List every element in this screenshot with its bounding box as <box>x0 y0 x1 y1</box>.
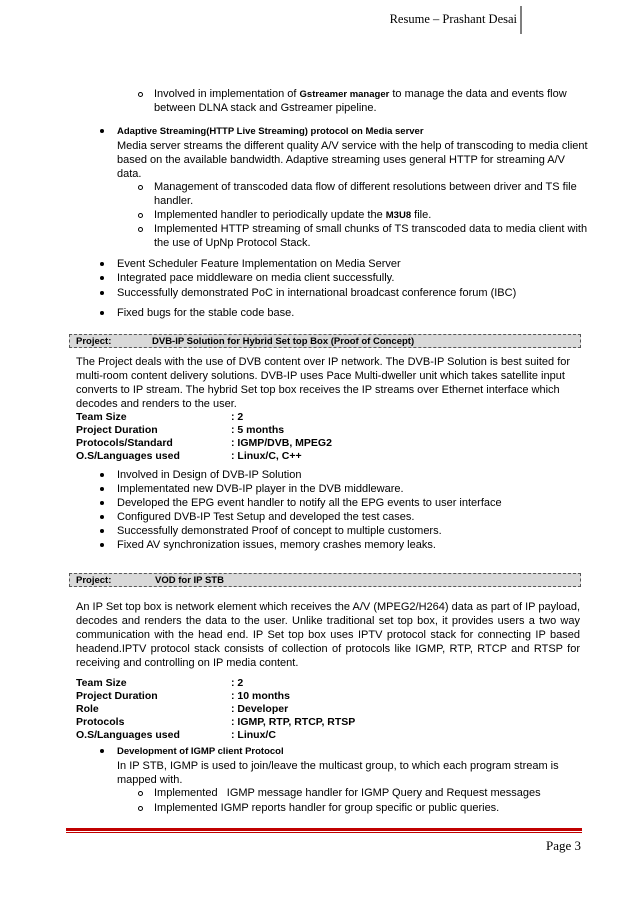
project1-protocols-value: : IGMP/DVB, MPEG2 <box>231 437 332 449</box>
subitem-gstreamer-line2: between DLNA stack and Gstreamer pipeline. <box>154 102 377 114</box>
project2-duration-label: Project Duration <box>76 690 158 702</box>
project1-protocols-label: Protocols/Standard <box>76 437 173 449</box>
sub-bullet-icon <box>138 213 143 218</box>
project2-os-value: : Linux/C <box>231 729 276 741</box>
sub-bullet-icon <box>138 92 143 97</box>
project2-team-size-label: Team Size <box>76 677 127 689</box>
project2-desc-4: headend.IPTV protocol stack consists of collection of protocols like IGMP, RTP, RTCP and RTSP for <box>76 643 580 655</box>
project2-duration-value: : 10 months <box>231 690 290 702</box>
project1-bullet-5: Successfully demonstrated Proof of concept to multiple customers. <box>117 525 442 537</box>
project1-team-size-label: Team Size <box>76 411 127 423</box>
project2-protocols-value: : IGMP, RTP, RTCP, RTSP <box>231 716 356 728</box>
page-number: Page 3 <box>545 838 581 853</box>
adaptive-sub-3-line2: the use of UpNp Protocol Stack. <box>154 237 311 249</box>
project1-desc-2: multi-room content delivery solutions. DVB-IP uses Pace Multi-dweller unit which takes satellite input <box>76 370 565 382</box>
project2-desc-1: An IP Set top box is network element which receives the A/V (MPEG2/H264) data as part of IP payload, <box>76 601 580 613</box>
igmp-sub-2: Implemented IGMP reports handler for group specific or public queries. <box>154 802 500 814</box>
project1-bullet-2: Implementated new DVB-IP player in the DVB middleware. <box>117 483 404 495</box>
project1-team-size-value: : 2 <box>231 411 244 423</box>
bullet-icon <box>100 501 104 505</box>
adaptive-desc-3: data. <box>117 168 142 180</box>
sub-bullet-icon <box>138 185 143 190</box>
project2-desc-5: receiving and controlling on IP media content. <box>76 657 299 669</box>
misc-bullet-2: Integrated pace middleware on media client successfully. <box>117 272 395 284</box>
adaptive-sub-1-line2: handler. <box>154 195 194 207</box>
bullet-icon <box>100 311 104 315</box>
igmp-sub-1: Implemented IGMP message handler for IGMP Query and Request messages <box>154 787 541 799</box>
project2-protocols-label: Protocols <box>76 716 125 728</box>
bullet-icon <box>100 473 104 477</box>
project1-label: Project: <box>76 336 112 347</box>
project2-banner <box>69 573 581 587</box>
project1-bullet-1: Involved in Design of DVB-IP Solution <box>117 469 302 481</box>
bullet-icon <box>100 262 104 266</box>
bullet-icon <box>100 129 104 133</box>
project2-os-label: O.S/Languages used <box>76 729 180 741</box>
igmp-desc-1: In IP STB, IGMP is used to join/leave the multicast group, to which each program stream is <box>117 760 559 772</box>
bullet-icon <box>100 749 104 753</box>
footer-rule <box>66 828 582 831</box>
igmp-heading: Development of IGMP client Protocol <box>117 746 284 757</box>
project2-desc-2: decodes and renders the data to the user. Unlike traditional set top box, it provides users a two way <box>76 615 580 627</box>
misc-bullet-4: Fixed bugs for the stable code base. <box>117 307 295 319</box>
adaptive-heading: Adaptive Streaming(HTTP Live Streaming) protocol on Media server <box>117 126 424 137</box>
project1-duration-label: Project Duration <box>76 424 158 436</box>
misc-bullet-3: Successfully demonstrated PoC in international broadcast conference forum (IBC) <box>117 287 517 299</box>
project1-bullet-3: Developed the EPG event handler to notify all the EPG events to user interface <box>117 497 502 509</box>
project1-bullet-4: Configured DVB-IP Test Setup and developed the test cases. <box>117 511 415 523</box>
project1-os-label: O.S/Languages used <box>76 450 180 462</box>
project1-duration-value: : 5 months <box>231 424 285 436</box>
bullet-icon <box>100 276 104 280</box>
adaptive-sub-2: Implemented handler to periodically update the M3U8 file. <box>154 209 432 221</box>
adaptive-desc-2: based on the available bandwidth. Adaptive streaming uses general HTTP for streaming A/V <box>117 154 566 166</box>
bullet-icon <box>100 291 104 295</box>
adaptive-sub-1: Management of transcoded data flow of different resolutions between driver and TS file <box>154 181 577 193</box>
header-title: Resume – Prashant Desai <box>389 12 517 26</box>
project2-role-value: : Developer <box>231 703 289 715</box>
bullet-icon <box>100 487 104 491</box>
header-divider <box>520 6 522 34</box>
misc-bullet-1: Event Scheduler Feature Implementation on Media Server <box>117 258 401 270</box>
project2-title: VOD for IP STB <box>155 575 224 586</box>
sub-bullet-icon <box>138 806 143 811</box>
project2-role-label: Role <box>76 703 99 715</box>
footer-rule-thin <box>66 832 582 833</box>
project1-os-value: : Linux/C, C++ <box>231 450 302 462</box>
project2-label: Project: <box>76 575 112 586</box>
adaptive-desc-1: Media server streams the different quality A/V service with the help of transcoding to media client <box>117 140 588 152</box>
subitem-gstreamer: Involved in implementation of Gstreamer manager to manage the data and events flow <box>154 88 567 100</box>
project1-bullet-6: Fixed AV synchronization issues, memory crashes memory leaks. <box>117 539 436 551</box>
bullet-icon <box>100 543 104 547</box>
project1-desc-1: The Project deals with the use of DVB content over IP network. The DVB-IP Solution is best suited for <box>76 356 571 368</box>
bullet-icon <box>100 529 104 533</box>
project1-title: DVB-IP Solution for Hybrid Set top Box (Proof of Concept) <box>152 336 415 347</box>
bullet-icon <box>100 515 104 519</box>
project1-desc-4: decodes and renders to the user. <box>76 398 237 410</box>
sub-bullet-icon <box>138 791 143 796</box>
sub-bullet-icon <box>138 227 143 232</box>
project2-team-size-value: : 2 <box>231 677 244 689</box>
adaptive-sub-3: Implemented HTTP streaming of small chunks of TS transcoded data to media client with <box>154 223 588 235</box>
project1-desc-3: converts to IP stream. The hybrid Set top box receives the IP streams over Ethernet interface which <box>76 384 560 396</box>
project2-desc-3: communication with the head end. IP Set top box uses IPTV protocol stack for connecting IP based <box>76 629 580 641</box>
igmp-desc-2: mapped with. <box>117 774 183 786</box>
